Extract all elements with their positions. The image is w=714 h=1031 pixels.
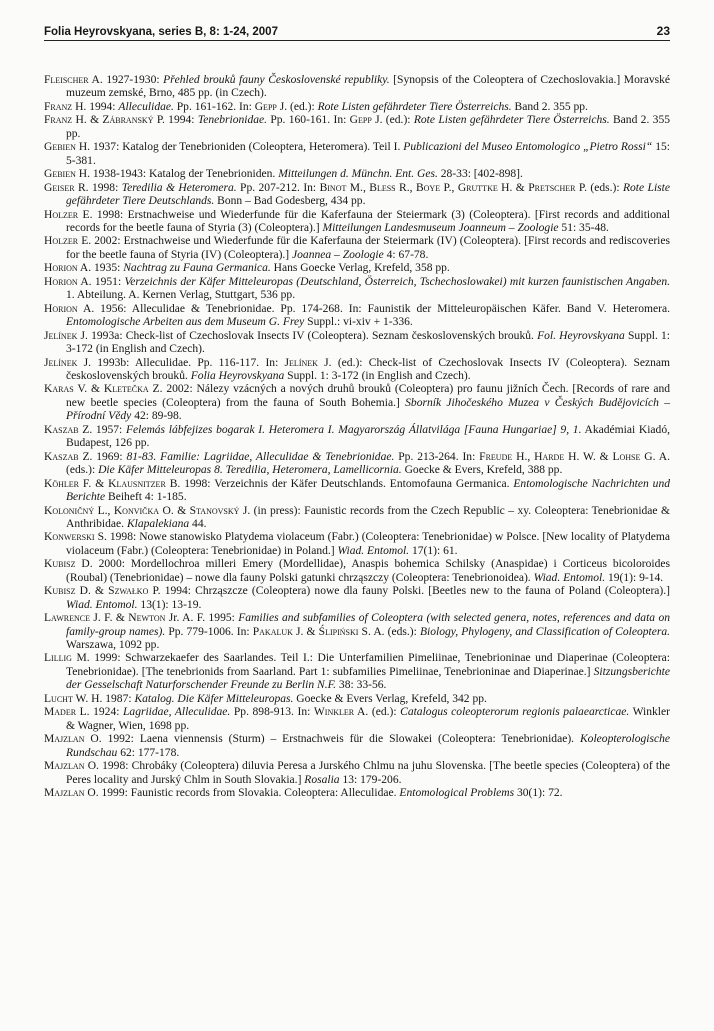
italic-title: Entomologische Arbeiten aus dem Museum G. Frey [66,316,305,329]
italic-title: Koleopterologische Rundschau [66,733,670,759]
reference-entry [44,652,670,692]
reference-text: 15: 5-381. [66,141,671,167]
italic-title: Wiad. Entomol. [337,544,410,557]
reference-text: Winkler & Wagner, Wien, 1698 pp. [66,706,670,732]
italic-title: Mitteilungen Landesmuseum Joanneum – Zoologie [322,221,559,234]
reference-text: H., [512,450,535,463]
italic-title: Folia Heyrovskyana [190,369,285,382]
reference-text: Pp. 779-1006. In: [165,625,253,638]
author-name: Kletečka [103,383,149,396]
reference-entry [44,505,670,532]
reference-text: L., [94,504,114,517]
italic-title: Entomologische Nachrichten und Berichte [66,477,670,504]
reference-entry [44,235,670,262]
reference-text: E. 2002: Erstnachweise und Wiederfunde für die Kaferfauna der Steiermark (IV) (Coleoptera). [First records and rediscoveries for the beetle fauna of Styria (IV) (Coleoptera).] [66,235,670,261]
reference-text: J. & [292,625,319,638]
reference-text: W. H. 1987: [72,692,135,705]
reference-text: H. 1994: [72,100,119,113]
reference-text: Akadémiai Kiadó, Budapest, 126 pp. [66,423,670,450]
reference-text: 51: 35-48. [558,221,609,234]
reference-text: 17(1): 61. [409,544,458,557]
italic-title: Teredilia & Heteromera. [121,181,237,194]
reference-text: Pp. 898-913. In: [230,706,314,719]
reference-text: 19(1): 9-14. [605,571,664,584]
author-name: Zábranský [102,114,154,127]
reference-text: Warszawa, 1092 pp. [66,639,160,652]
reference-text: M., [346,181,370,194]
reference-entry [44,168,670,181]
reference-entry [44,706,670,733]
reference-entry [44,612,670,652]
reference-text: S. A. (eds.): [358,625,420,638]
reference-text: P., [440,181,458,194]
italic-title: Felemás lábfejizes bogarak I. Heteromera I. Magyarország Állatvilága [Fauna Hungariae] 9, 1. [125,423,582,436]
author-name: Lucht [44,692,73,705]
author-name: Franz [44,100,73,113]
italic-title: Katalog. Die Käfer Mitteleuropas. [134,692,294,705]
running-header [44,24,670,41]
italic-title: Přehled brouků fauny Československé republiky. [163,74,390,86]
reference-text: Z. 1957: [78,423,126,436]
reference-text: H. 1938-1943: Katalog der Tenebrioniden. [75,168,279,181]
reference-text: Hans Goecke Verlag, Krefeld, 358 pp. [270,262,450,275]
reference-text: Z. 1969: [78,450,127,463]
reference-text: Bonn – Bad Godesberg, 434 pp. [214,195,366,208]
reference-text: D. 2000: Mordellochroa milleri Emery (Mordellidae), Anaspis bohemica Schilsky (Anaspidae) i Corticeus bicoloroides (Roubal) (Tenebrionidae) – nowe dla fauny Polski gatunki chrząszczy (Coleoptera: Tenebrionoidea). [66,558,670,584]
author-name: Pakaluk [252,625,293,638]
author-name: Boye [415,181,441,194]
reference-entry [44,262,670,275]
reference-text: 13(1): 13-19. [137,598,202,611]
reference-text: J. (ed.): Check-list of Czechoslovak Insects IV (Coleoptera). Seznam československých brouků. [66,356,670,382]
reference-text: Beiheft 4: 1-185. [105,491,187,504]
reference-text: J. (ed.): [276,100,318,113]
reference-text: Goecke & Evers Verlag, Krefeld, 342 pp. [293,692,487,705]
author-name: Kubisz [44,585,76,598]
reference-text: Suppl.: vi-xiv + 1-336. [304,316,413,329]
reference-text: P. 1994: Chrząszcze (Coleoptera) nowe dla fauny Polski. [Beetles new to the fauna of Poland (Coleoptera).] [148,585,670,598]
reference-text: J. F. & [89,612,129,625]
reference-entry [44,330,670,357]
author-name: Harde [534,450,565,463]
reference-text: Suppl. 1: 3-172 (in English and Czech). [66,329,671,356]
reference-text: H. & [72,114,103,127]
author-name: Horion [44,302,78,315]
italic-title: Rote Liste gefährdeter Tiere Deutschlands. [66,181,670,208]
reference-entry [44,478,670,505]
reference-entry [44,558,670,585]
reference-text: O. 1992: Laena viennensis (Sturm) – Erstnachweis für die Slowakei (Coleoptera: Tenebrionidae). [84,733,580,746]
reference-text: Suppl. 1: 3-172 (in English and Czech). [284,369,471,382]
reference-text: 4: 67-78. [383,248,429,261]
reference-entry [44,693,670,706]
italic-title: Rosalia [304,773,340,786]
author-name: Klausnitzer [108,477,166,490]
italic-title: Mitteilungen d. Münchn. Ent. Ges. [278,168,438,181]
reference-text: Goecke & Evers, Krefeld, 388 pp. [401,464,563,477]
reference-text: A. 1927-1930: [88,74,164,86]
italic-title: Verzeichnis der Käfer Mitteleuropas (Deutschland, Österreich, Tschechoslowakei) mit kurzen faunistischen Angaben. [124,275,670,288]
reference-text: E. 1998: Erstnachweise und Wiederfunde für die Kaferfauna der Steiermark (3) (Coleoptera). [First records and additional records for the beetle fauna of Styria (3) (Coleoptera).] [66,208,670,234]
italic-title: Fol. Heyrovskyana [537,329,625,342]
reference-text: Pp. 207-212. In: [236,181,320,194]
reference-text: R., [395,181,416,194]
italic-title: Klapalekiana [126,517,190,530]
journal-citation: Folia Heyrovskyana, series B, 8: 1-24, 2007 [44,26,278,38]
reference-entry [44,531,670,558]
author-name: Stanovský [189,504,240,517]
reference-text: A. 1956: Alleculidae & Tenebrionidae. Pp. 174-268. In: Faunistik der Mitteleuropäischen Käfer. Band V. Heteromera. [77,302,670,315]
author-name: Konwerski [44,531,95,544]
author-name: Horion [44,275,78,288]
author-name: Winkler [313,706,355,719]
reference-text: 38: 33-56. [336,679,387,692]
author-name: Lawrence [44,612,90,625]
italic-title: Catalogus coleopterorum regionis palaearcticae. [400,706,630,719]
author-name: Gebien [44,141,76,154]
reference-list [44,74,670,800]
author-name: Szwałko [108,585,149,598]
reference-text: H. & [497,181,529,194]
reference-entry [44,209,670,236]
italic-title: Rote Listen gefährdeter Tiere Österreichs. [317,100,512,113]
reference-entry [44,74,670,101]
reference-text: D. & [75,585,109,598]
reference-entry [44,357,670,384]
reference-text: P. (eds.): [575,181,623,194]
italic-title: Sborník Jihočeského Muzea v Českých Budějovicích – Přírodní Vědy [66,396,671,423]
italic-title: Biology, Phylogeny, and Classification of Coleoptera. [419,625,670,638]
author-name: Jelínek [44,356,78,369]
author-name: Kubisz [44,558,76,571]
author-name: Fleischer [44,74,89,86]
author-name: Pretscher [528,181,576,194]
reference-text: Pp. 161-162. In: [173,100,255,113]
reference-text: Band 2. 355 pp. [511,100,588,113]
author-name: Kaszab [44,423,79,436]
author-name: Newton [128,612,166,625]
author-name: Koloničný [44,504,95,517]
reference-entry [44,760,670,787]
author-name: Majzlan [44,787,85,800]
reference-text: J. 1993b: Alleculidae. Pp. 116-117. In: [77,356,285,369]
italic-title: Nachtrag zu Fauna Germanica. [123,262,271,275]
reference-text: G. A. (eds.): [66,450,670,477]
reference-text: 44. [189,517,207,530]
reference-entry [44,276,670,303]
reference-text: 62: 177-178. [117,746,180,759]
reference-text: O. 1998: Chrobáky (Coleoptera) diluvia Peresa a Jurského Chlmu na juhu Slovenska. [The beetle species (Coleoptera) of the Peres locality and Jurský Chlm in South Slovakia.] [66,760,670,786]
reference-text: Pp. 160-161. In: [267,114,350,127]
italic-title: Rote Listen gefährdeter Tiere Österreichs. [413,114,610,127]
author-name: Lohse [612,450,641,463]
reference-text: P. 1994: [153,114,198,127]
reference-entry [44,451,670,478]
author-name: Gruttke [457,181,498,194]
author-name: Kaszab [44,450,79,463]
reference-entry [44,424,670,451]
author-name: Gebien [44,168,76,181]
italic-title: Wiad. Entomol. [533,571,606,584]
reference-text: H. 1937: Katalog der Tenebrioniden (Coleoptera, Heteromera). Teil I. [75,141,404,154]
reference-text: L. 1924: [76,706,124,719]
author-name: Karas [44,383,74,396]
author-name: Ślipiński [318,625,359,638]
author-name: Konvička [113,504,160,517]
reference-text: A. 1935: [77,262,124,275]
author-name: Jelínek [44,329,78,342]
reference-text: Band 2. 355 pp. [66,114,670,140]
reference-text: V. & [73,383,104,396]
reference-text: M. 1999: Schwarzekaefer des Saarlandes. Teil I.: Die Unterfamilien Pimeliinae, Tenebrioninae und Diaperinae (Coleoptera: Tenebrionidae). [The tenebrionids from Saarland. Part 1: subfamilies Pimeliinae, Tenebrioninae and Diaperinae.] [66,652,670,678]
author-name: Köhler [44,477,80,490]
italic-title: 81-83. Familie: Lagriidae, Alleculidae & Tenebrionidae. [126,450,395,463]
reference-text: F. & [79,477,109,490]
italic-title: Alleculidae. [118,100,174,113]
italic-title: Joannea – Zoologie [292,248,384,261]
author-name: Bless [369,181,396,194]
reference-entry [44,101,670,114]
reference-text: [Synopsis of the Coleoptera of Czechoslovakia.] Moravské muzeum zemské, Brno, 485 pp. (in Czech). [66,74,670,100]
reference-entry [44,114,670,141]
reference-text: J. (ed.): [371,114,414,127]
italic-title: Families and subfamilies of Coleoptera (with selected genera, notes, references and data on family-group names). [66,612,670,638]
reference-entry [44,141,670,168]
italic-title: Die Käfer Mitteleuropas 8. Teredilia, Heteromera, Lamellicornia. [98,464,402,477]
author-name: Holzer [44,235,79,248]
reference-entry [44,303,670,330]
author-name: Gepp [254,100,277,113]
reference-entry [44,585,670,612]
author-name: Majzlan [44,733,85,746]
reference-text: A. 1951: [77,275,125,288]
author-name: Majzlan [44,760,85,773]
author-name: Holzer [44,208,79,221]
author-name: Jelínek [284,356,318,369]
author-name: Mader [44,706,77,719]
reference-text: S. 1998: Nowe stanowisko Platydema violaceum (Fabr.) (Coleoptera: Tenebrionidae) w Polsce. [New locality of Platydema violaceum (Fabr.) (Coleoptera: Tenebrionidae) in Poland.] [66,531,670,557]
reference-entry [44,787,670,800]
reference-text: 1. Abteilung. A. Kernen Verlag, Stuttgart, 536 pp. [66,289,296,302]
author-name: Binot [319,181,347,194]
reference-text: 28-33: [402-898]. [437,168,523,181]
reference-text: R. 1998: [74,181,122,194]
reference-text: A. (ed.): [354,706,401,719]
author-name: Geiser [44,181,75,194]
reference-text: 13: 179-206. [339,773,402,786]
reference-text: O. & [159,504,190,517]
reference-text: J. 1993a: Check-list of Czechoslovak Insects IV (Coleoptera). Seznam československých brouků. [77,329,538,342]
reference-text: 30(1): 72. [514,787,563,800]
author-name: Freude [479,450,513,463]
reference-text: Z. 2002: Nálezy vzácných a nových druhů brouků (Coleoptera) pro faunu jižních Čech. [Records of rare and new beetle species (Coleoptera) from the fauna of South Bohemia.] [66,383,670,409]
author-name: Lillig [44,652,72,665]
reference-text: J. (in press): Faunistic records from the Czech Republic – xy. Coleoptera: Tenebrionidae & Anthribidae. [66,504,670,530]
italic-title: Publicazioni del Museo Entomologico „Pietro Rossi“ [403,141,653,154]
italic-title: Entomological Problems [399,787,515,800]
italic-title: Sitzungsberichte der Gesselschaft Naturforschender Freunde zu Berlin N.F. [66,665,670,692]
italic-title: Tenebrionidae. [197,114,268,127]
reference-text: 42: 89-98. [131,410,182,423]
italic-title: Lagriidae, Alleculidae. [123,706,231,719]
page-number: 23 [656,24,670,38]
italic-title: Wiad. Entomol. [66,598,138,611]
reference-entry [44,383,670,423]
author-name: Franz [44,114,73,127]
reference-text: Pp. 213-264. In: [394,450,480,463]
author-name: Horion [44,262,78,275]
reference-text: B. 1998: Verzeichnis der Käfer Deutschlands. Entomofauna Germanica. [165,477,514,490]
reference-text: Jr. A. F. 1995: [165,612,239,625]
reference-text: O. 1999: Faunistic records from Slovakia. Coleoptera: Alleculidae. [84,787,400,800]
reference-entry [44,182,670,209]
reference-text: H. W. & [564,450,613,463]
author-name: Gepp [349,114,372,127]
reference-entry [44,733,670,760]
